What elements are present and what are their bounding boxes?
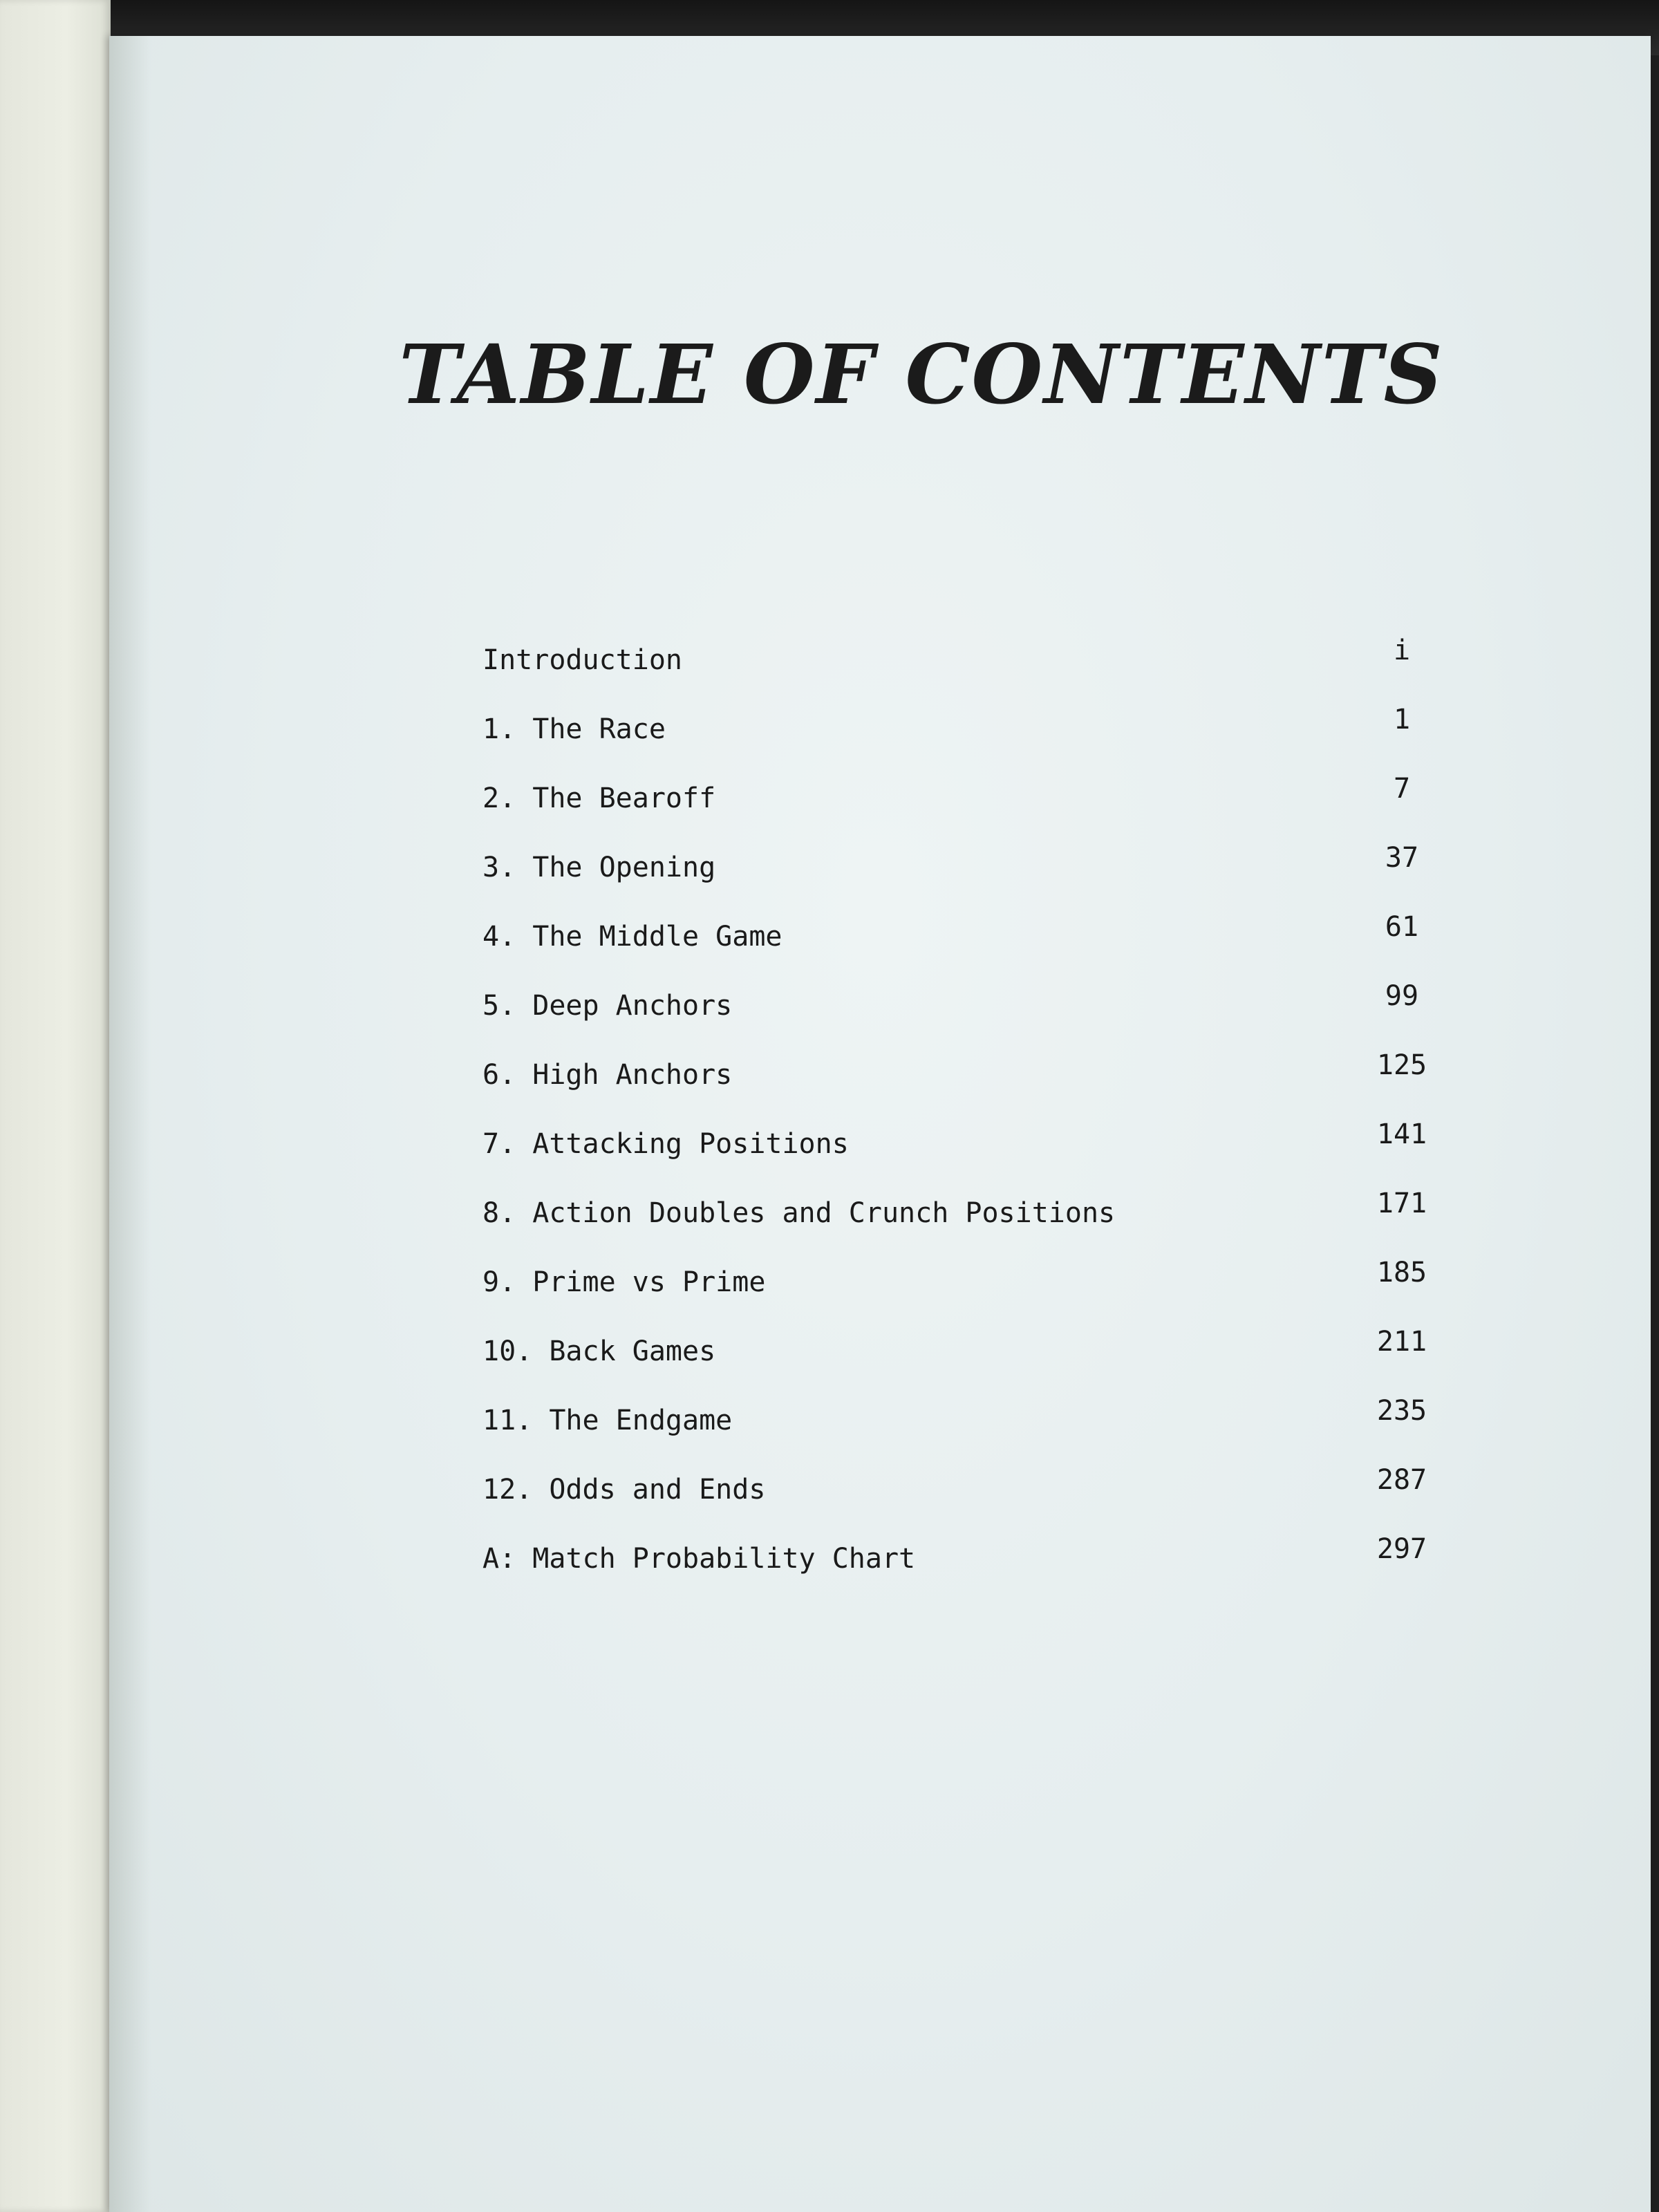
toc-entry-title: 12. Odds and Ends	[482, 1474, 766, 1506]
toc-entry	[482, 704, 1450, 782]
toc-entry-page-number: 141	[1376, 1118, 1427, 1150]
toc-entry-page-number: 211	[1376, 1326, 1427, 1358]
toc-entry-title: Introduction	[482, 644, 682, 676]
toc-entry-title: 9. Prime vs Prime	[482, 1266, 766, 1298]
toc-entry	[482, 911, 1450, 990]
toc-entry	[482, 980, 1450, 1059]
toc-entry-page-number: 171	[1376, 1188, 1427, 1219]
toc-entry	[482, 842, 1450, 921]
toc-entry	[482, 1395, 1450, 1474]
toc-entry-title: 3. The Opening	[482, 852, 716, 883]
page-title: TABLE OF CONTENTS	[399, 326, 1444, 422]
facing-page-edge	[0, 0, 111, 2212]
toc-entry-page-number: 7	[1393, 773, 1411, 805]
toc-entry	[482, 635, 1450, 713]
toc-entry-title: 6. High Anchors	[482, 1059, 733, 1091]
toc-entry-page-number: 125	[1376, 1049, 1427, 1081]
toc-entry	[482, 773, 1450, 852]
toc-list	[482, 635, 1450, 1612]
toc-entry	[482, 1188, 1450, 1266]
toc-entry	[482, 1049, 1450, 1128]
toc-entry-title: 4. The Middle Game	[482, 921, 782, 953]
toc-entry-title: 11. The Endgame	[482, 1405, 733, 1436]
toc-entry-title: 2. The Bearoff	[482, 782, 716, 814]
toc-entry-page-number: 185	[1376, 1257, 1427, 1288]
toc-entry-page-number: 37	[1385, 842, 1419, 874]
toc-entry	[482, 1118, 1450, 1197]
toc-entry	[482, 1326, 1450, 1405]
toc-entry-page-number: 61	[1385, 911, 1419, 943]
toc-entry-title: 1. The Race	[482, 713, 666, 745]
toc-entry-title: 8. Action Doubles and Crunch Positions	[482, 1197, 1116, 1229]
toc-entry-page-number: 1	[1393, 704, 1411, 735]
toc-entry-page-number: 99	[1385, 980, 1419, 1012]
toc-entry-page-number: 235	[1376, 1395, 1427, 1427]
toc-entry-title: 5. Deep Anchors	[482, 990, 733, 1022]
toc-entry	[482, 1257, 1450, 1335]
toc-entry-title: 10. Back Games	[482, 1335, 716, 1367]
toc-entry-title: 7. Attacking Positions	[482, 1128, 849, 1160]
toc-entry-page-number: 287	[1376, 1464, 1427, 1496]
toc-entry-page-number: i	[1393, 635, 1411, 666]
book-page	[109, 36, 1651, 2212]
toc-entry	[482, 1533, 1450, 1612]
toc-entry	[482, 1464, 1450, 1543]
toc-entry-title: A: Match Probability Chart	[482, 1543, 916, 1575]
toc-entry-page-number: 297	[1376, 1533, 1427, 1565]
